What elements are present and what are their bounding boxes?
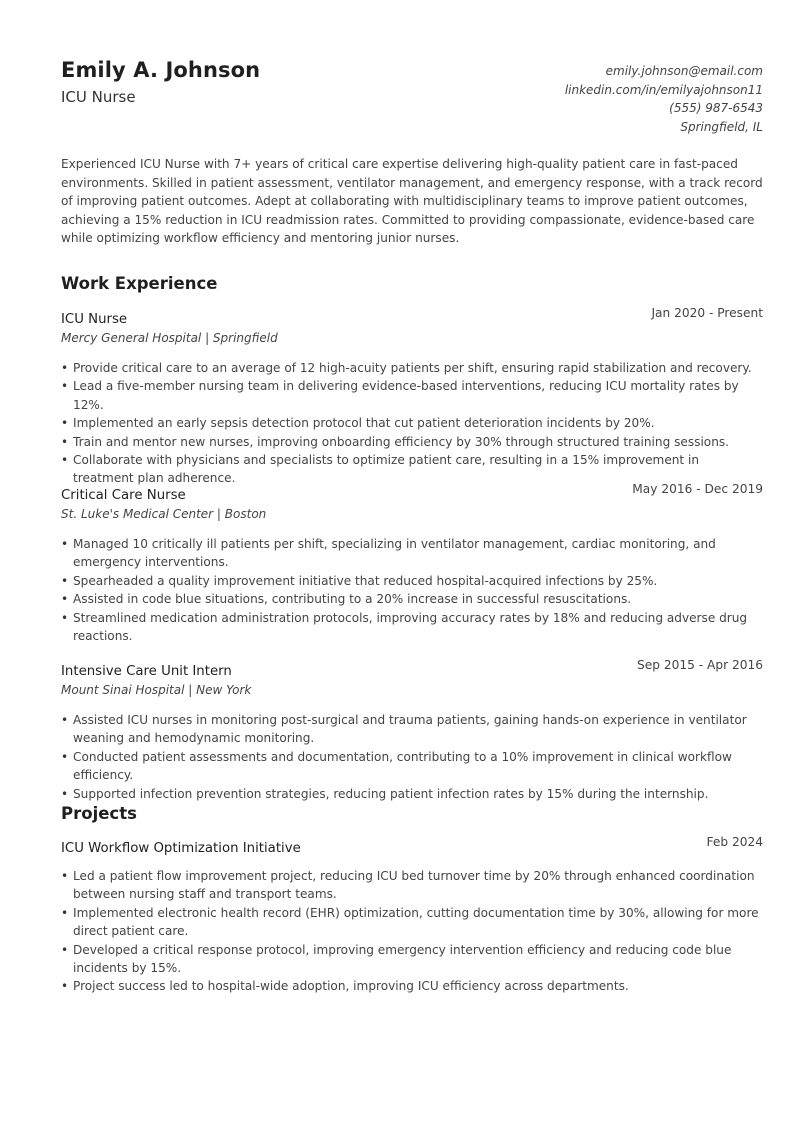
bullet-item: • Managed 10 critically ill patients per shift, specializing in ventilator management, cardiac monitoring, and emergency interventions.: [61, 535, 763, 572]
job-title: Intensive Care Unit Intern: [61, 664, 232, 679]
bullet-item: • Streamlined medication administration protocols, improving accuracy rates by 18% and reducing adverse drug reactions.: [61, 609, 763, 646]
bullet-item: • Led a patient flow improvement project, reducing ICU bed turnover time by 20% through enhanced coordination between nursing staff and transport teams.: [61, 867, 763, 904]
contact-location: Springfield, IL: [680, 119, 763, 134]
job-organization: Mount Sinai Hospital | New York: [61, 683, 252, 697]
section-title-work-experience: Work Experience: [61, 274, 218, 293]
bullet-item: • Collaborate with physicians and specialists to optimize patient care, resulting in a 15% improvement in treatment plan adherence.: [61, 451, 763, 488]
job-title: ICU Nurse: [61, 312, 128, 327]
bullet-item: • Spearheaded a quality improvement initiative that reduced hospital-acquired infections by 25%.: [61, 572, 763, 590]
project-date: Feb 2024: [706, 835, 763, 849]
bullet-item: • Train and mentor new nurses, improving onboarding efficiency by 30% through structured training sessions.: [61, 433, 763, 451]
bullet-item: • Assisted in code blue situations, contributing to a 20% increase in successful resuscitations.: [61, 590, 763, 608]
job-date: Jan 2020 - Present: [651, 306, 763, 320]
job-date: Sep 2015 - Apr 2016: [637, 658, 763, 672]
contact-linkedin[interactable]: linkedin.com/in/emilyajohnson11: [564, 82, 763, 97]
job-entry: [61, 306, 763, 488]
contact-email[interactable]: emily.johnson@email.com: [605, 64, 763, 78]
bullet-item: • Project success led to hospital-wide adoption, improving ICU efficiency across departments.: [61, 977, 763, 995]
resume-page: [61, 58, 763, 994]
professional-summary: Experienced ICU Nurse with 7+ years of critical care expertise delivering high-quality patient care in fast-paced environments. Skilled in patient assessment, ventilator management, and emergency response, with a track record of improving patient outcomes. Adept at collaborating with multidisciplinary teams to improve patient outcomes, achieving a 15% reduction in ICU readmission rates. Committed to providing compassionate, evidence-based care while optimizing workflow efficiency and mentoring junior nurses.: [61, 157, 763, 246]
job-entry: [61, 482, 763, 645]
job-title: Critical Care Nurse: [61, 488, 186, 503]
bullet-item: • Implemented an early sepsis detection protocol that cut patient deterioration incidents by 20%.: [61, 414, 763, 432]
job-entry: [61, 658, 763, 803]
bullet-item: • Lead a five-member nursing team in delivering evidence-based interventions, reducing ICU mortality rates by 12%.: [61, 377, 763, 414]
contact-phone: (555) 987-6543: [669, 101, 763, 115]
project-bullets: [61, 867, 763, 996]
job-bullets: [61, 535, 763, 645]
bullet-item: • Assisted ICU nurses in monitoring post-surgical and trauma patients, gaining hands-on experience in ventilator weaning and hemodynamic monitoring.: [61, 711, 763, 748]
section-title-projects: Projects: [61, 804, 137, 823]
contact-block: [565, 62, 763, 136]
project-entry: [61, 835, 763, 996]
job-date: May 2016 - Dec 2019: [632, 482, 763, 496]
job-organization: St. Luke's Medical Center | Boston: [61, 507, 267, 521]
candidate-role: ICU Nurse: [61, 88, 136, 106]
job-organization: Mercy General Hospital | Springfield: [61, 331, 278, 345]
job-bullets: [61, 359, 763, 488]
bullet-item: • Implemented electronic health record (EHR) optimization, cutting documentation time by 30%, allowing for more direct patient care.: [61, 904, 763, 941]
project-title: ICU Workflow Optimization Initiative: [61, 841, 301, 856]
bullet-item: • Supported infection prevention strategies, reducing patient infection rates by 15% during the internship.: [61, 785, 763, 803]
bullet-item: • Provide critical care to an average of 12 high-acuity patients per shift, ensuring rapid stabilization and recovery.: [61, 359, 763, 377]
bullet-item: • Developed a critical response protocol, improving emergency intervention efficiency and reducing code blue incidents by 15%.: [61, 941, 763, 978]
resume-header: [61, 58, 763, 158]
bullet-item: • Conducted patient assessments and documentation, contributing to a 10% improvement in clinical workflow efficiency.: [61, 748, 763, 785]
candidate-name: Emily A. Johnson: [61, 58, 261, 82]
job-bullets: [61, 711, 763, 803]
